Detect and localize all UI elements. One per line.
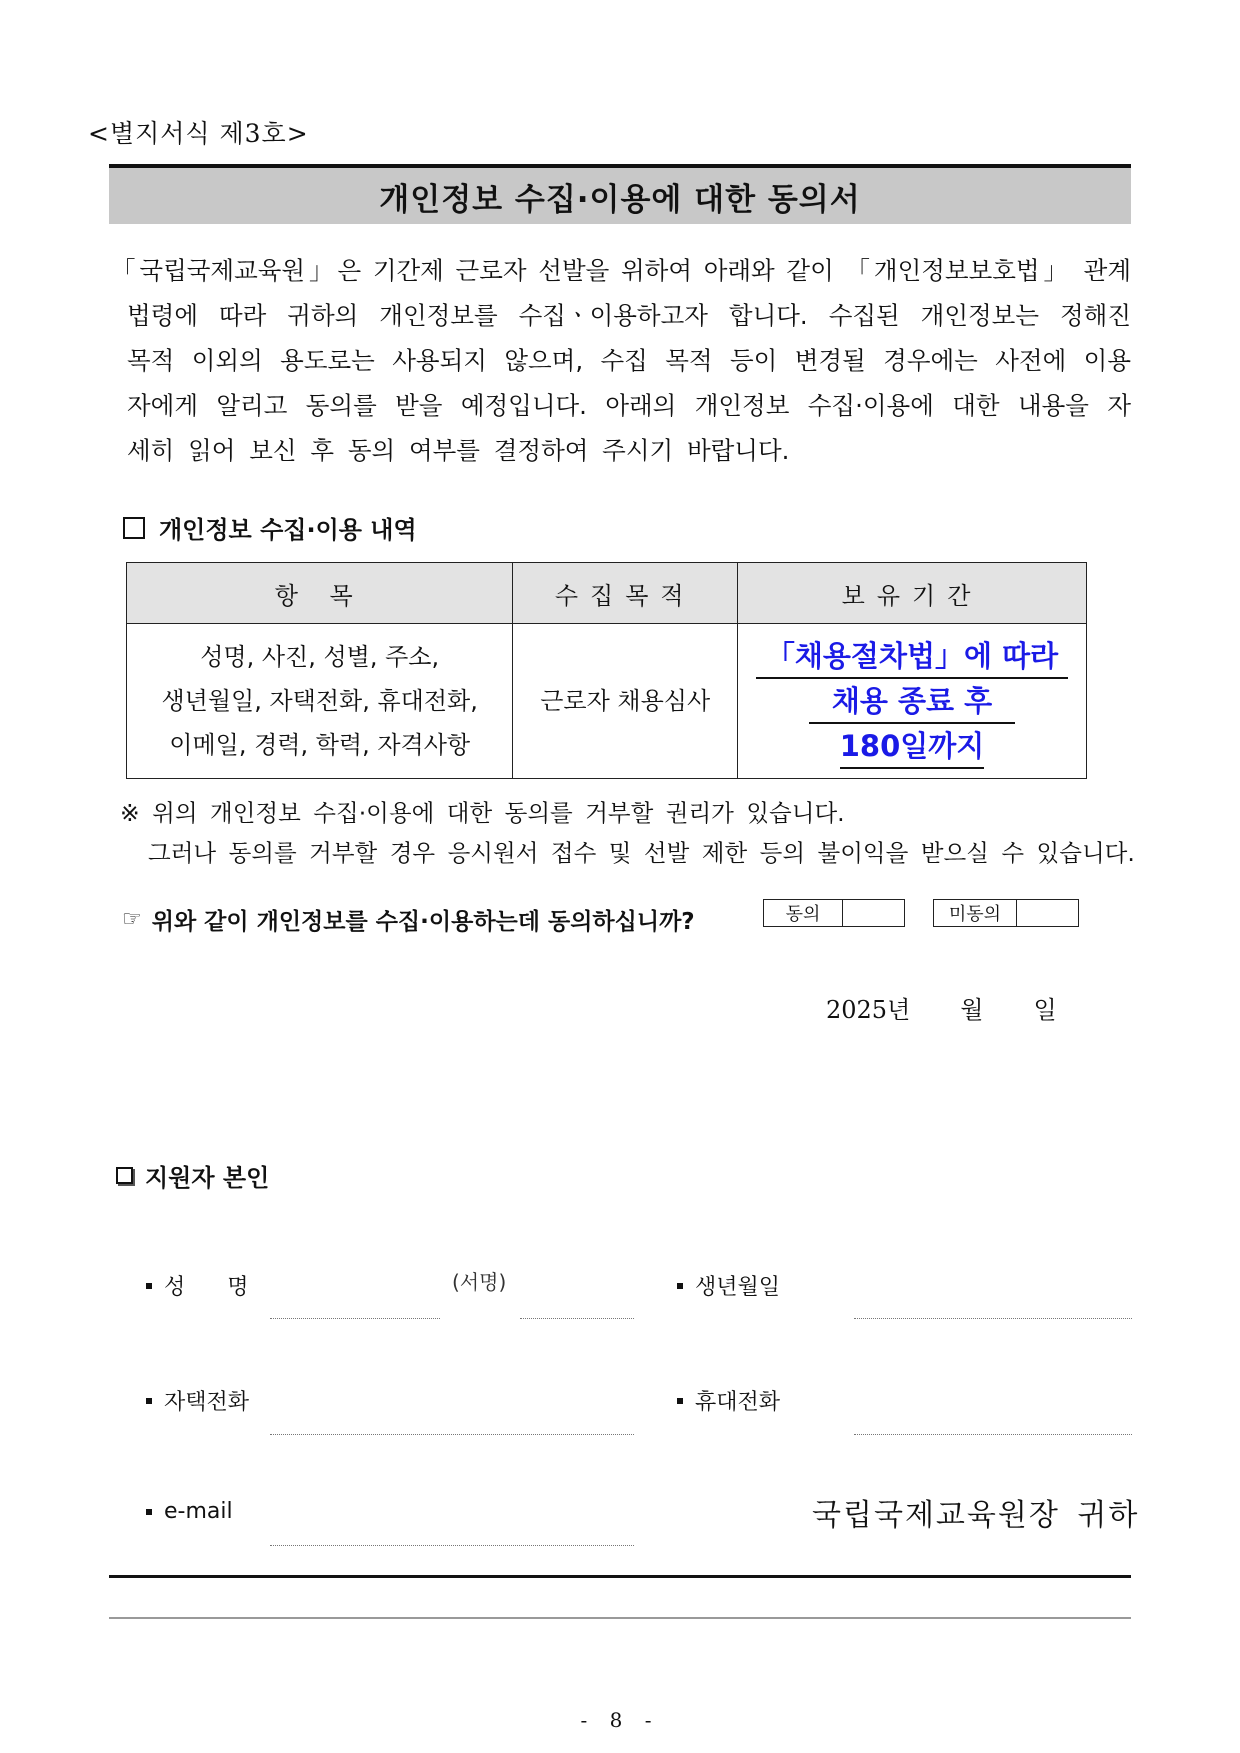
retention-cell xyxy=(738,624,1087,779)
table-header-cell: 항 목 xyxy=(127,563,513,624)
refusal-notice-detail: 그러나 동의를 거부할 경우 응시원서 접수 및 선발 제한 등의 불이익을 받으실 수 있습니다. xyxy=(148,839,1135,867)
table-header-cell: 수집목적 xyxy=(513,563,738,624)
intro-line: 목적 이외의 용도로는 사용되지 않으며, 수집 목적 등이 변경될 경우에는 사전에 이용 xyxy=(127,346,1131,375)
date-line xyxy=(826,990,1057,1025)
form-number: <별지서식 제3호> xyxy=(88,119,309,148)
birth-field-label: 생년월일 xyxy=(677,1270,780,1301)
signature-label: (서명) xyxy=(452,1270,507,1294)
disagree-checkbox[interactable] xyxy=(933,899,1079,927)
agree-label: 동의 xyxy=(764,900,843,926)
table-header-row xyxy=(127,563,1087,624)
home-phone-field-label: 자택전화 xyxy=(146,1385,249,1416)
intro-line: 세히 읽어 보신 후 동의 여부를 결정하여 주시기 바랍니다. xyxy=(127,436,790,465)
square-bullet-icon xyxy=(123,517,145,539)
pointing-hand-icon: ☞ xyxy=(122,907,142,932)
intro-line: 「국립국제교육원」은 기간제 근로자 선발을 위하여 아래와 같이 「개인정보보호법」 관계 xyxy=(111,256,1131,285)
bottom-divider xyxy=(109,1575,1131,1578)
collection-table xyxy=(126,562,1087,779)
date-day: 일 xyxy=(1033,996,1057,1024)
footer-divider xyxy=(109,1617,1131,1619)
mobile-phone-field-label: 휴대전화 xyxy=(677,1385,780,1416)
mobile-phone-input-line[interactable] xyxy=(854,1434,1132,1435)
document-title-bar xyxy=(109,164,1131,224)
intro-line: 자에게 알리고 동의를 받을 예정입니다. 아래의 개인정보 수집·이용에 대한 내용을 자 xyxy=(127,391,1131,420)
items-line: 생년월일, 자택전화, 휴대전화, xyxy=(161,687,478,715)
section-title: 지원자 본인 xyxy=(145,1164,270,1192)
section-collection-details xyxy=(123,510,417,545)
agree-check-area[interactable] xyxy=(843,900,904,926)
items-line: 이메일, 경력, 학력, 자격사항 xyxy=(169,731,471,759)
retention-line: 「채용절차법」에 따라 xyxy=(756,635,1068,679)
consent-question xyxy=(122,903,695,936)
addressee: 국립국제교육원장 귀하 xyxy=(812,1498,1140,1533)
agree-checkbox[interactable] xyxy=(763,899,905,927)
items-cell xyxy=(127,624,513,779)
bullet-icon xyxy=(146,1283,152,1289)
document-title: 개인정보 수집·이용에 대한 동의서 xyxy=(379,181,861,218)
intro-line: 법령에 따라 귀하의 개인정보를 수집ㆍ이용하고자 합니다. 수집된 개인정보는 정해진 xyxy=(127,301,1131,330)
bullet-icon xyxy=(677,1398,683,1404)
square-bullet-icon xyxy=(116,1167,133,1184)
email-field-label: e-mail xyxy=(146,1499,233,1524)
items-line: 성명, 사진, 성별, 주소, xyxy=(200,643,440,671)
signature-input-line[interactable] xyxy=(520,1318,634,1319)
home-phone-input-line[interactable] xyxy=(270,1434,634,1435)
disagree-label: 미동의 xyxy=(934,900,1017,926)
disagree-check-area[interactable] xyxy=(1017,900,1078,926)
table-row xyxy=(127,624,1087,779)
intro-paragraph xyxy=(111,248,1131,473)
bullet-icon xyxy=(677,1283,683,1289)
section-applicant xyxy=(116,1158,269,1193)
name-input-line[interactable] xyxy=(270,1318,440,1319)
email-input-line[interactable] xyxy=(270,1545,634,1546)
date-month: 월 xyxy=(960,996,984,1024)
consent-question-text: 위와 같이 개인정보를 수집·이용하는데 동의하십니까? xyxy=(151,909,695,935)
birth-input-line[interactable] xyxy=(854,1318,1132,1319)
refusal-notice: ※ 위의 개인정보 수집·이용에 대한 동의를 거부할 권리가 있습니다. xyxy=(120,799,845,827)
date-year: 2025년 xyxy=(826,996,911,1024)
retention-line: 180일까지 xyxy=(840,725,985,769)
bullet-icon xyxy=(146,1398,152,1404)
name-field-label: 성 명 xyxy=(146,1270,248,1301)
bullet-icon xyxy=(146,1509,152,1515)
retention-line: 채용 종료 후 xyxy=(809,680,1015,724)
section-title: 개인정보 수집·이용 내역 xyxy=(159,516,417,544)
purpose-cell: 근로자 채용심사 xyxy=(513,624,738,779)
table-header-cell: 보유기간 xyxy=(738,563,1087,624)
page-number: - 8 - xyxy=(580,1708,660,1732)
